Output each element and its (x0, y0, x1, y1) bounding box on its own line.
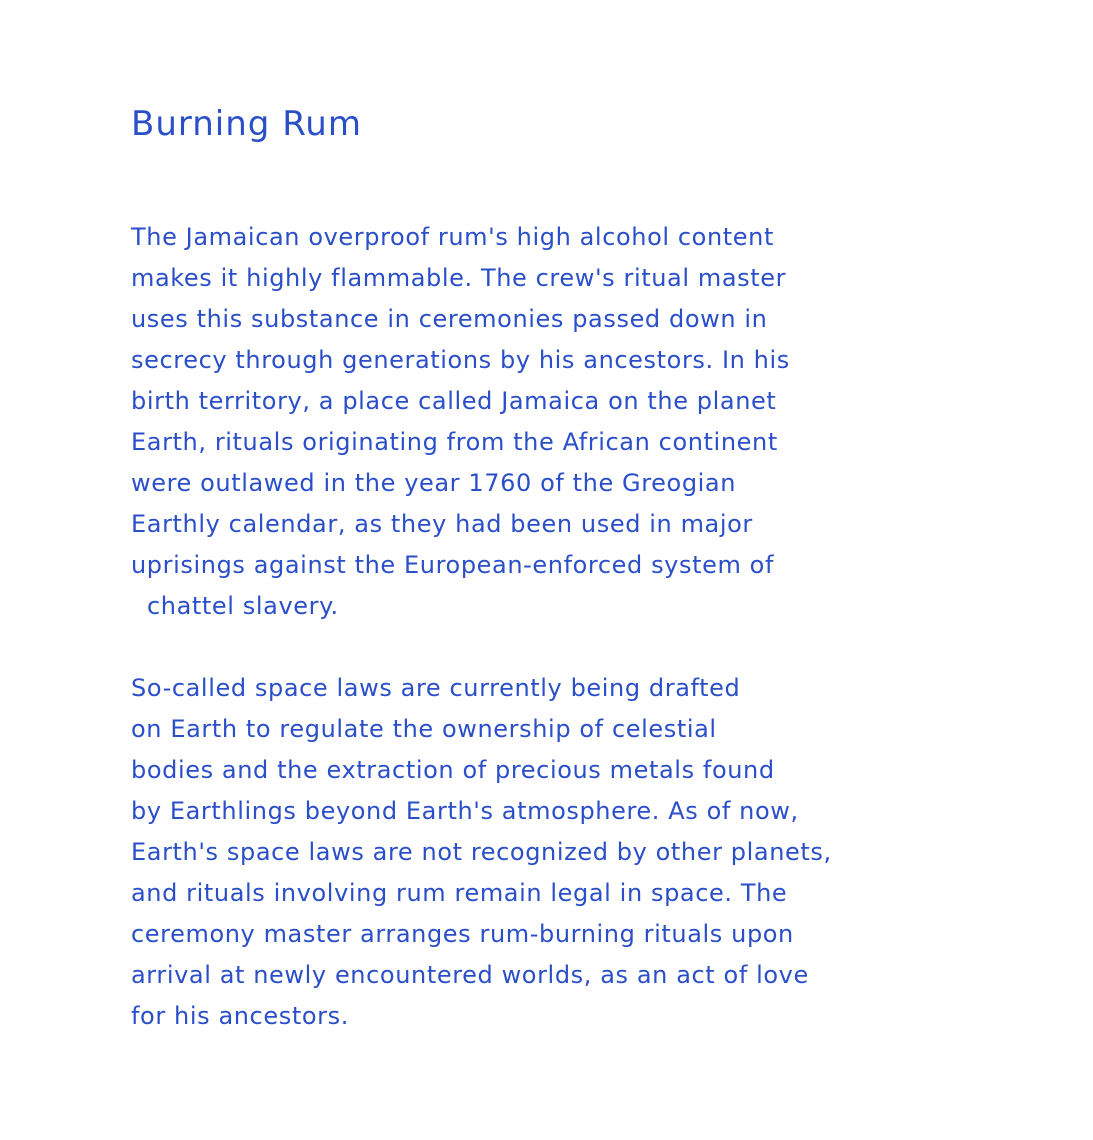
text-line: birth territory, a place called Jamaica on the planet (131, 387, 777, 415)
text-line: for his ancestors. (131, 1002, 349, 1030)
text-line: were outlawed in the year 1760 of the Greogian (131, 469, 737, 497)
text-line: The Jamaican overproof rum's high alcohol content (131, 223, 774, 251)
text-line: ceremony master arranges rum-burning rituals upon (131, 920, 794, 948)
text-line: arrival at newly encountered worlds, as an act of love (131, 961, 809, 989)
text-line: bodies and the extraction of precious metals found (131, 756, 775, 784)
paragraph-space-laws (131, 668, 832, 1037)
text-line: and rituals involving rum remain legal in space. The (131, 879, 788, 907)
text-line: So-called space laws are currently being drafted (131, 674, 741, 702)
text-line: chattel slavery. (147, 592, 339, 620)
text-line: Earth's space laws are not recognized by other planets, (131, 838, 832, 866)
paragraph-rum-ritual (131, 217, 790, 627)
text-line: Earth, rituals originating from the African continent (131, 428, 778, 456)
text-line: makes it highly flammable. The crew's ritual master (131, 264, 787, 292)
text-line: uses this substance in ceremonies passed down in (131, 305, 768, 333)
text-line: uprisings against the European-enforced system of (131, 551, 774, 579)
text-line: by Earthlings beyond Earth's atmosphere. As of now, (131, 797, 799, 825)
text-line: secrecy through generations by his ancestors. In his (131, 346, 790, 374)
page-title: Burning Rum (131, 104, 362, 144)
text-line: Earthly calendar, as they had been used in major (131, 510, 753, 538)
text-line: on Earth to regulate the ownership of celestial (131, 715, 717, 743)
